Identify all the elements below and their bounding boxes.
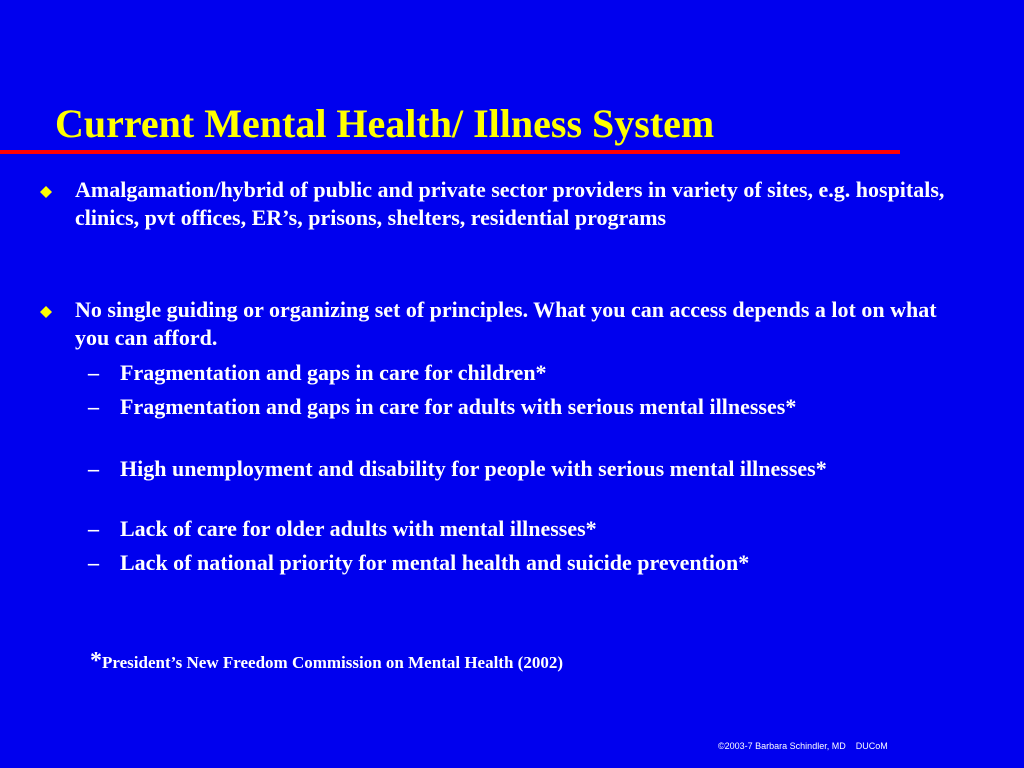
dash-marker: – [88, 394, 99, 419]
diamond-bullet-icon [40, 306, 52, 318]
bullet-text: Amalgamation/hybrid of public and private sector providers in variety of sites, e.g. hospitals, clinics, pvt offices, ER’s, prisons, shelters, residential programs [75, 177, 945, 230]
sub-bullet-text: Fragmentation and gaps in care for children* [120, 360, 547, 385]
sub-bullet-text: Fragmentation and gaps in care for adults with serious mental illnesses* [120, 394, 797, 419]
footnote-star: * [90, 648, 102, 674]
footnote-text: President’s New Freedom Commission on Mental Health (2002) [102, 653, 563, 672]
sub-bullet-item [88, 515, 968, 543]
dash-marker: – [88, 360, 99, 385]
sub-bullet-text: Lack of national priority for mental health and suicide prevention* [120, 550, 750, 575]
sub-bullet-text: High unemployment and disability for people with serious mental illnesses* [120, 456, 827, 481]
copyright-notice: ©2003-7 Barbara Schindler, MD DUCoM [718, 741, 888, 751]
sub-bullet-item [88, 549, 968, 577]
dash-marker: – [88, 456, 99, 481]
diamond-bullet-icon [40, 186, 52, 198]
footnote [90, 648, 563, 675]
title-underline [0, 150, 900, 154]
bullet-item [40, 176, 970, 232]
sub-bullet-text: Lack of care for older adults with mental illnesses* [120, 516, 597, 541]
dash-marker: – [88, 516, 99, 541]
slide-title: Current Mental Health/ Illness System [55, 101, 715, 146]
dash-marker: – [88, 550, 99, 575]
bullet-item [40, 296, 970, 352]
sub-bullet-item [88, 393, 968, 421]
bullet-text: No single guiding or organizing set of principles. What you can access depends a lot on what you can afford. [75, 297, 937, 350]
sub-bullet-item [88, 455, 968, 483]
sub-bullet-item [88, 359, 968, 387]
